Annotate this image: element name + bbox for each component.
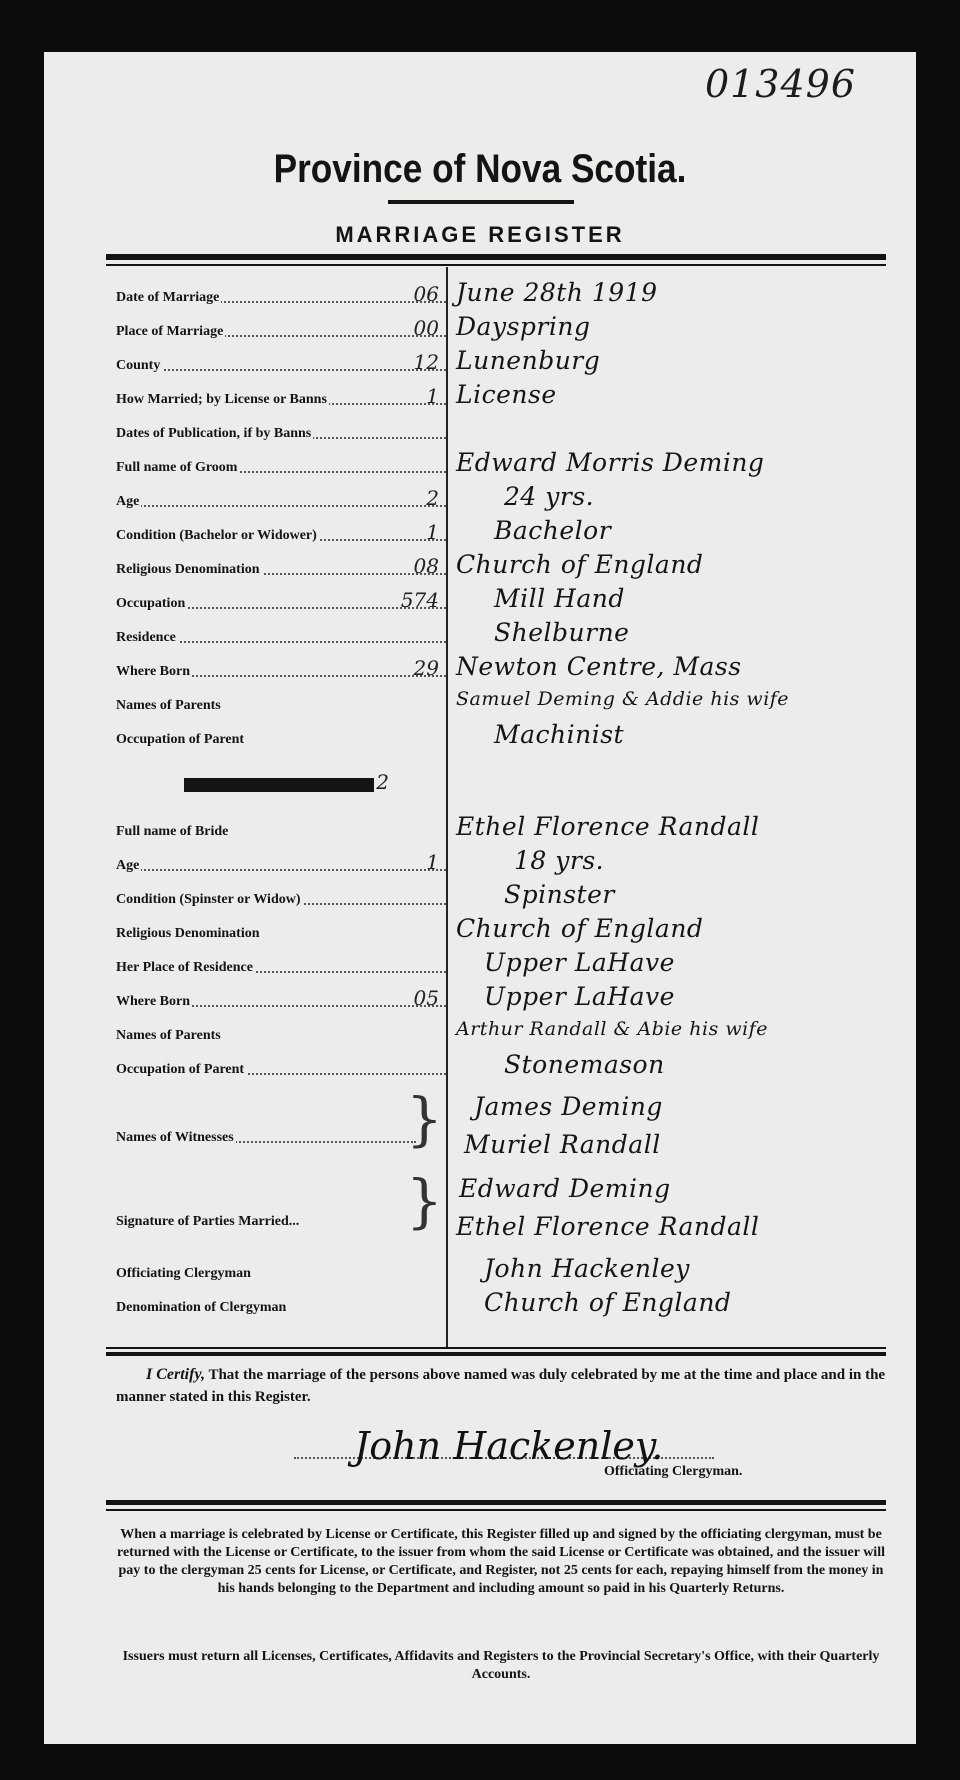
field-groom-religion: Religious Denomination — [116, 562, 446, 578]
clergyman-signature: John Hackenley. — [354, 1424, 664, 1468]
field-dates-of-publication: Dates of Publication, if by Banns — [116, 426, 446, 442]
register-form — [44, 52, 916, 1744]
value-bride-religion: Church of England — [456, 914, 704, 943]
code-bride-age: 1 — [426, 850, 439, 874]
witnesses-brace: } — [406, 1085, 443, 1153]
value-signature-bride: Ethel Florence Randall — [456, 1212, 760, 1241]
body-rule-thick — [106, 1352, 886, 1356]
value-bride-birthplace: Upper LaHave — [484, 982, 675, 1011]
header-rule-thick — [106, 254, 886, 260]
field-groom-parent-occupation: Occupation of Parent — [116, 732, 245, 747]
field-bride-residence: Her Place of Residence — [116, 960, 446, 976]
column-divider — [446, 267, 448, 1347]
field-groom-name: Full name of Groom — [116, 460, 446, 476]
value-groom-name: Edward Morris Deming — [456, 448, 765, 477]
field-groom-condition: Condition (Bachelor or Widower) — [116, 528, 446, 544]
field-groom-occupation: Occupation — [116, 596, 446, 612]
field-bride-age: Age — [116, 858, 446, 874]
code-groom-age: 2 — [426, 486, 439, 510]
code-groom-religion: 08 — [413, 554, 439, 578]
value-clergy-denomination: Church of England — [484, 1288, 732, 1317]
return-instructions: When a marriage is celebrated by License or Certificate, this Register filled up and signed by the officiating clergyman, must be returned with the License or Certificate, to the issuer from whom the said License or Certificate was obtained, and the issuer will pay to the clergyman 25 cents for License, or Certificate, and Register, not 25 cents for each, repaying himself from the money in his hands belonging to the Department and including amount so paid in his Quarterly Returns. — [117, 1527, 885, 1596]
code-groom-condition: 1 — [426, 520, 439, 544]
title-rule — [388, 200, 574, 204]
field-groom-age: Age — [116, 494, 446, 510]
field-how-married: How Married; by License or Banns — [116, 392, 446, 408]
code-place-of-marriage: 00 — [413, 316, 439, 340]
value-bride-name: Ethel Florence Randall — [456, 812, 760, 841]
value-groom-occupation: Mill Hand — [494, 584, 625, 613]
form-subtitle: MARRIAGE REGISTER — [335, 222, 625, 247]
form-title: Province of Nova Scotia. — [273, 147, 687, 191]
code-groom-occupation: 574 — [400, 588, 439, 612]
field-clergy-denomination: Denomination of Clergyman — [116, 1300, 287, 1315]
value-bride-residence: Upper LaHave — [484, 948, 675, 977]
code-bride-birthplace: 05 — [413, 986, 439, 1010]
field-bride-religion: Religious Denomination — [116, 926, 260, 941]
value-signature-groom: Edward Deming — [459, 1174, 671, 1203]
field-county: County — [116, 358, 446, 374]
value-date-of-marriage: June 28th 1919 — [456, 278, 658, 307]
field-bride-parents: Names of Parents — [116, 1028, 221, 1043]
field-date-of-marriage: Date of Marriage — [116, 290, 446, 306]
code-county: 12 — [413, 350, 439, 374]
value-county: Lunenburg — [456, 346, 601, 375]
field-witnesses: Names of Witnesses — [116, 1130, 416, 1146]
register-number: 013496 — [704, 62, 856, 106]
value-groom-birthplace: Newton Centre, Mass — [456, 652, 742, 681]
body-rule-thin — [106, 1347, 886, 1349]
field-groom-parents: Names of Parents — [116, 698, 221, 713]
value-witness-2: Muriel Randall — [464, 1130, 661, 1159]
footer-rule-thin — [106, 1509, 886, 1511]
value-groom-parent-occupation: Machinist — [494, 720, 625, 749]
issuer-instructions: Issuers must return all Licenses, Certificates, Affidavits and Registers to the Provincial Secretary's Office, with their Quarterly Accounts. — [122, 1649, 880, 1682]
certification-statement — [116, 1364, 886, 1408]
field-signatures: Signature of Parties Married... — [116, 1214, 300, 1229]
value-groom-residence: Shelburne — [494, 618, 630, 647]
code-how-married: 1 — [426, 384, 439, 408]
value-officiating-clergyman: John Hackenley — [484, 1254, 690, 1283]
value-bride-parent-occupation: Stonemason — [504, 1050, 665, 1079]
value-bride-age: 18 yrs. — [514, 846, 605, 875]
footer-rule-thick — [106, 1500, 886, 1505]
value-bride-parents: Arthur Randall & Abie his wife — [456, 1018, 768, 1040]
value-groom-condition: Bachelor — [494, 516, 612, 545]
value-witness-1: James Deming — [474, 1092, 663, 1121]
field-place-of-marriage: Place of Marriage — [116, 324, 446, 340]
field-bride-birthplace: Where Born — [116, 994, 446, 1010]
value-groom-parents: Samuel Deming & Addie his wife — [456, 688, 790, 710]
signatures-brace: } — [406, 1167, 443, 1235]
bride-section-code: 2 — [376, 770, 389, 794]
code-date-of-marriage: 06 — [413, 282, 439, 306]
value-groom-age: 24 yrs. — [504, 482, 595, 511]
field-bride-condition: Condition (Spinster or Widow) — [116, 892, 446, 908]
code-groom-birthplace: 29 — [413, 656, 439, 680]
field-groom-birthplace: Where Born — [116, 664, 446, 680]
signature-caption: Officiating Clergyman. — [604, 1464, 743, 1479]
value-place-of-marriage: Dayspring — [456, 312, 591, 341]
certify-lead: I Certify, — [146, 1366, 205, 1383]
value-groom-religion: Church of England — [456, 550, 704, 579]
field-bride-name: Full name of Bride — [116, 824, 229, 839]
field-officiating-clergyman: Officiating Clergyman — [116, 1266, 251, 1281]
certify-text: That the marriage of the persons above named was duly celebrated by me at the time and place and in the manner stated in this Register. — [116, 1367, 886, 1405]
field-bride-parent-occupation: Occupation of Parent — [116, 1062, 446, 1078]
value-how-married: License — [456, 380, 557, 409]
value-bride-condition: Spinster — [504, 880, 615, 909]
field-groom-residence: Residence — [116, 630, 446, 646]
header-rule-thin — [106, 264, 886, 266]
